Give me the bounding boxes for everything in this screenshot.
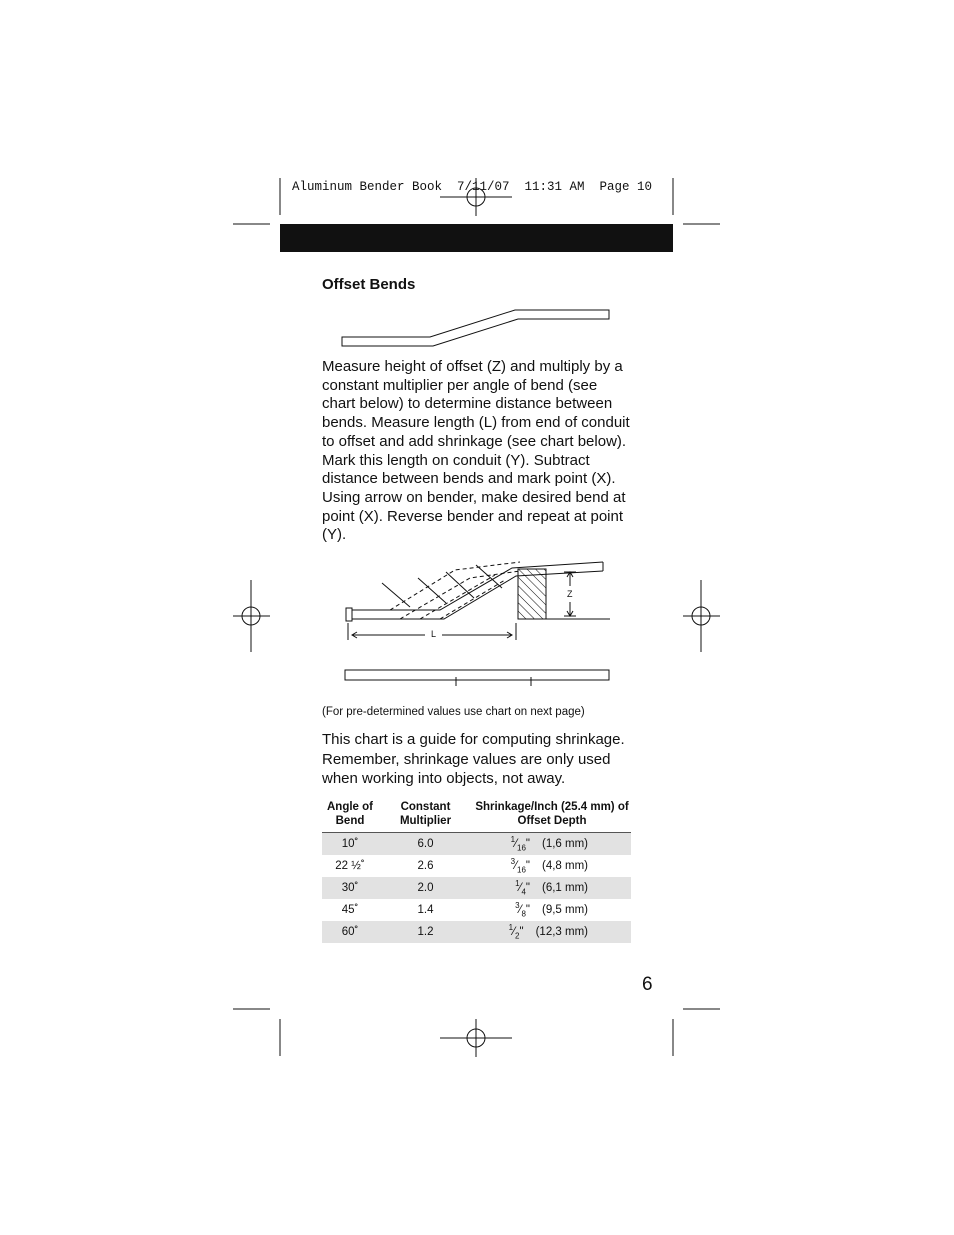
table-header-row	[322, 798, 631, 833]
inch-mark: "	[525, 860, 530, 873]
column-header-shrinkage: Shrinkage/Inch (25.4 mm) of Offset Depth	[475, 801, 629, 827]
shrinkage-cell	[473, 899, 631, 921]
z-dimension-label: Z	[567, 589, 573, 599]
table-row	[322, 899, 631, 921]
shrinkage-table	[322, 798, 631, 943]
multiplier-cell: 2.0	[417, 882, 434, 894]
l-dimension-label: L	[431, 629, 437, 639]
shrinkage-fraction: $^3⁄_8$"	[515, 901, 530, 919]
header-bar	[280, 224, 673, 252]
shrinkage-cell	[473, 877, 631, 899]
multiplier-cell: 6.0	[417, 838, 434, 850]
shrinkage-mm: (12,3 mm)	[535, 926, 588, 939]
shrinkage-cell	[473, 833, 631, 856]
shrinkage-mm: (9,5 mm)	[542, 904, 588, 917]
angle-cell: 10˚	[341, 838, 359, 850]
shrinkage-cell	[473, 921, 631, 943]
bender-diagram	[346, 562, 610, 640]
shrinkage-fraction: $^3⁄_{16}$"	[510, 857, 530, 875]
shrinkage-fraction: $^1⁄_{16}$"	[510, 835, 530, 853]
table-row	[322, 833, 631, 856]
fraction-numerator: 3	[510, 857, 516, 867]
fraction-numerator: 3	[515, 901, 520, 911]
shrinkage-cell	[473, 855, 631, 877]
angle-cell: 60˚	[341, 926, 359, 938]
inch-mark: "	[525, 882, 530, 895]
fraction-numerator: 1	[510, 835, 516, 845]
table-row	[322, 877, 631, 899]
fraction-denominator: 8	[521, 909, 526, 919]
inch-mark: "	[525, 904, 530, 917]
fraction-denominator: 4	[521, 887, 526, 897]
offset-conduit-drawing	[342, 310, 609, 346]
table-row	[322, 921, 631, 943]
fraction-denominator: 2	[515, 931, 520, 941]
chart-note: (For pre-determined values use chart on next page)	[322, 706, 585, 718]
angle-cell: 22 ½˚	[335, 860, 365, 872]
multiplier-cell: 2.6	[417, 860, 434, 872]
page-number: 6	[642, 974, 653, 995]
column-header-multiplier: Constant Multiplier	[399, 801, 452, 827]
shrinkage-mm: (6,1 mm)	[542, 882, 588, 895]
print-slug: Aluminum Bender Book 7/11/07 11:31 AM Page 10	[292, 180, 653, 194]
fraction-numerator: 1	[508, 923, 514, 933]
inch-mark: "	[519, 926, 524, 939]
instructions-paragraph: Measure height of offset (Z) and multiply by a constant multiplier per angle of bend (see chart below) to determine distance between bends. Measure length (L) from end of conduit to offset and add shrinkage (see chart below). Mark this length on conduit (Y). Subtract distance between bends and mark point (X). Using arrow on bender, make desired bend at point (X). Reverse bender and repeat at point (Y).	[322, 358, 630, 544]
fraction-denominator: 16	[517, 865, 526, 875]
column-header-angle: Angle of Bend	[327, 801, 373, 827]
shrinkage-fraction: $^1⁄_4$"	[515, 879, 530, 897]
multiplier-cell: 1.4	[417, 904, 434, 916]
fraction-denominator: 16	[517, 843, 526, 853]
inch-mark: "	[525, 838, 530, 851]
fraction-numerator: 1	[515, 879, 520, 889]
shrinkage-fraction: $^1⁄_2$"	[508, 923, 524, 941]
table-row	[322, 855, 631, 877]
shrinkage-paragraph: This chart is a guide for computing shrinkage. Remember, shrinkage values are only used when working into objects, not away.	[322, 731, 625, 787]
marked-conduit-drawing	[345, 670, 609, 686]
angle-cell: 45˚	[341, 904, 359, 916]
multiplier-cell: 1.2	[417, 926, 434, 938]
angle-cell: 30˚	[341, 882, 359, 894]
section-title: Offset Bends	[322, 276, 416, 293]
shrinkage-mm: (4,8 mm)	[542, 860, 588, 873]
shrinkage-mm: (1,6 mm)	[542, 838, 588, 851]
